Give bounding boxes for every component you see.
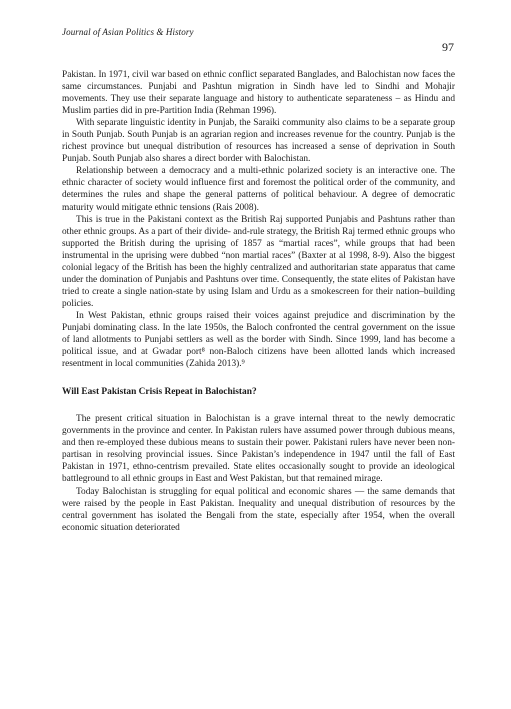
paragraph: With separate linguistic identity in Punjab, the Saraiki community also claims to be a separate group in South Punjab. South Punjab is an agrarian region and increases revenue for the country. Punjab is the richest province but unequal distribution of resources has increased a sense of deprivation in South Punjab. South Punjab also shares a direct border with Balochistan. <box>62 118 455 165</box>
paragraph: Relationship between a democracy and a multi-ethnic polarized society is an interactive one. The ethnic character of society would influence first and foremost the political order of the community, and determines the rules and shape the general patterns of political behaviour. A degree of democratic maturity would mitigate ethnic tensions (Rais 2008). <box>62 166 455 213</box>
body-text <box>62 69 455 534</box>
paragraph: This is true in the Pakistani context as the British Raj supported Punjabis and Pashtuns rather than other ethnic groups. As a part of their divide- and-rule strategy, the British Raj termed ethnic groups who supported the British during the uprising of 1857 as “martial races”, while groups that had been instrumental in the uprising were dubbed “non martial races” (Baxter at al 1998, 8-9). Also the biggest colonial legacy of the British has been the highly centralized and authoritarian state apparatus that came under the domination of Punjabis and Pashtuns over time. Consequently, the state elites of Pakistan have tried to create a single nation-state by using Islam and Urdu as a smokescreen for their nation–building policies. <box>62 214 455 309</box>
paragraph: In West Pakistan, ethnic groups raised their voices against prejudice and discrimination by the Punjabi dominating class. In the late 1950s, the Baloch confronted the central government on the issue of land allotments to Punjabi settlers as well as the border with Sindh. Since 1999, land has become a political issue, and at Gwadar port⁸ non-Baloch citizens have been allotted lands which increased resentment in local communities (Zahida 2013).⁹ <box>62 310 455 370</box>
section-heading: Will East Pakistan Crisis Repeat in Balochistan? <box>62 387 257 398</box>
page-number: 97 <box>442 40 454 54</box>
paragraph: Today Balochistan is struggling for equal political and economic shares — the same demands that were raised by the people in East Pakistan. Inequality and unequal distribution of resources by the central government has isolated the Bengali from the state, especially after 1954, when the overall economic situation deteriorated <box>62 486 455 533</box>
paragraph: Pakistan. In 1971, civil war based on ethnic conflict separated Banglades, and Balochistan now faces the same circumstances. Punjabi and Pashtun migration in Sindh have led to Sindhi and Mohajir movements. They use their separate language and history to authenticate separateness – as Hindu and Muslim parties did in pre-Partition India (Rehman 1996). <box>62 70 455 117</box>
running-header-journal-title: Journal of Asian Politics & History <box>62 27 194 37</box>
paragraph: The present critical situation in Balochistan is a grave internal threat to the newly democratic governments in the province and center. In Pakistan rulers have assumed power through dubious means, and then re-employed these dubious means to sustain their power. Pakistani rulers have never been non-partisan in resolving provincial issues. Since Pakistan’s independence in 1947 until the fall of East Pakistan in 1971, ethno-centrism prevailed. State elites occasionally sought to provide an ideological battleground to all ethnic groups in East and West Pakistan, but that remained mirage. <box>62 414 455 485</box>
